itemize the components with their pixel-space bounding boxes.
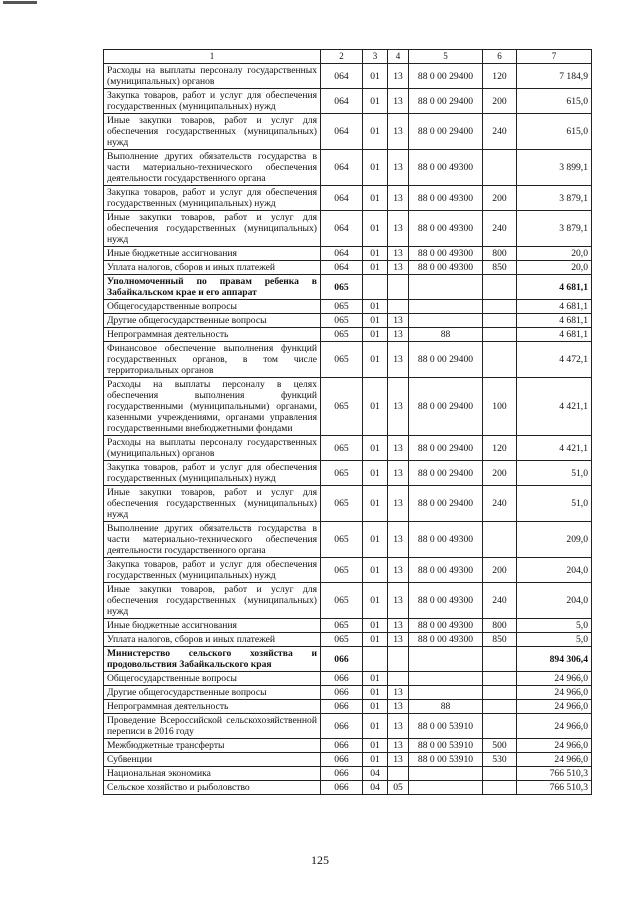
row-name-cell: Проведение Всероссийской сельскохозяйственной переписи в 2016 году <box>104 714 321 739</box>
subsection-code-cell <box>388 647 409 672</box>
header-row <box>104 50 592 64</box>
ministry-code-cell: 065 <box>321 342 363 378</box>
ministry-code-cell: 065 <box>321 486 363 522</box>
expense-type-cell <box>483 300 517 314</box>
subsection-code-cell: 13 <box>388 64 409 89</box>
table-row <box>104 328 592 342</box>
subsection-code-cell: 13 <box>388 89 409 114</box>
row-name-cell: Другие общегосударственные вопросы <box>104 314 321 328</box>
table-row <box>104 647 592 672</box>
target-article-cell: 88 0 00 49300 <box>409 211 483 247</box>
amount-cell: 51,0 <box>517 461 592 486</box>
target-article-cell: 88 0 00 29400 <box>409 64 483 89</box>
section-code-cell: 01 <box>363 300 388 314</box>
row-name-cell: Общегосударственные вопросы <box>104 672 321 686</box>
subsection-code-cell: 13 <box>388 686 409 700</box>
expense-type-cell <box>483 150 517 186</box>
expense-type-cell: 200 <box>483 186 517 211</box>
amount-cell: 51,0 <box>517 486 592 522</box>
header-cell: 2 <box>321 50 363 64</box>
row-name-cell: Иные бюджетные ассигнования <box>104 619 321 633</box>
expense-type-cell <box>483 714 517 739</box>
ministry-code-cell: 065 <box>321 275 363 300</box>
expense-type-cell <box>483 275 517 300</box>
row-name-cell: Уполномоченный по правам ребенка в Забайкальском крае и его аппарат <box>104 275 321 300</box>
row-name-cell: Иные закупки товаров, работ и услуг для обеспечения государственных (муниципальных) нужд <box>104 114 321 150</box>
ministry-code-cell: 064 <box>321 114 363 150</box>
target-article-cell: 88 0 00 29400 <box>409 89 483 114</box>
row-name-cell: Национальная экономика <box>104 767 321 781</box>
amount-cell: 24 966,0 <box>517 700 592 714</box>
table-row <box>104 275 592 300</box>
amount-cell: 3 899,1 <box>517 150 592 186</box>
table-row <box>104 436 592 461</box>
amount-cell: 766 510,3 <box>517 781 592 795</box>
amount-cell: 615,0 <box>517 89 592 114</box>
amount-cell: 766 510,3 <box>517 767 592 781</box>
header-cell: 1 <box>104 50 321 64</box>
section-code-cell: 01 <box>363 64 388 89</box>
amount-cell: 204,0 <box>517 583 592 619</box>
header-cell: 3 <box>363 50 388 64</box>
amount-cell: 4 681,1 <box>517 300 592 314</box>
section-code-cell: 01 <box>363 686 388 700</box>
subsection-code-cell: 13 <box>388 436 409 461</box>
row-name-cell: Сельское хозяйство и рыболовство <box>104 781 321 795</box>
expense-type-cell: 800 <box>483 619 517 633</box>
table-row <box>104 486 592 522</box>
expense-type-cell: 850 <box>483 261 517 275</box>
table-row <box>104 633 592 647</box>
expense-type-cell <box>483 700 517 714</box>
expense-type-cell: 240 <box>483 583 517 619</box>
expense-type-cell: 120 <box>483 436 517 461</box>
table-row <box>104 619 592 633</box>
target-article-cell: 88 <box>409 328 483 342</box>
section-code-cell: 01 <box>363 150 388 186</box>
subsection-code-cell: 13 <box>388 753 409 767</box>
target-article-cell <box>409 300 483 314</box>
section-code-cell: 01 <box>363 186 388 211</box>
target-article-cell: 88 0 00 53910 <box>409 714 483 739</box>
ministry-code-cell: 066 <box>321 767 363 781</box>
subsection-code-cell: 13 <box>388 186 409 211</box>
subsection-code-cell: 13 <box>388 378 409 436</box>
table-row <box>104 114 592 150</box>
ministry-code-cell: 064 <box>321 211 363 247</box>
subsection-code-cell: 13 <box>388 261 409 275</box>
table-row <box>104 211 592 247</box>
table-row <box>104 89 592 114</box>
header-cell: 6 <box>483 50 517 64</box>
subsection-code-cell <box>388 672 409 686</box>
subsection-code-cell: 13 <box>388 328 409 342</box>
row-name-cell: Непрограммная деятельность <box>104 328 321 342</box>
table-row <box>104 767 592 781</box>
ministry-code-cell: 066 <box>321 672 363 686</box>
amount-cell: 4 421,1 <box>517 436 592 461</box>
row-name-cell: Финансовое обеспечение выполнения функций государственных органов, в том числе территориальных органов <box>104 342 321 378</box>
row-name-cell: Другие общегосударственные вопросы <box>104 686 321 700</box>
expense-type-cell: 100 <box>483 378 517 436</box>
section-code-cell: 01 <box>363 753 388 767</box>
section-code-cell: 01 <box>363 261 388 275</box>
table-row <box>104 150 592 186</box>
expense-type-cell <box>483 522 517 558</box>
expense-type-cell <box>483 781 517 795</box>
table-row <box>104 342 592 378</box>
subsection-code-cell: 13 <box>388 342 409 378</box>
subsection-code-cell: 13 <box>388 314 409 328</box>
ministry-code-cell: 064 <box>321 247 363 261</box>
target-article-cell: 88 0 00 49300 <box>409 558 483 583</box>
budget-table <box>103 49 592 795</box>
header-cell: 4 <box>388 50 409 64</box>
target-article-cell: 88 0 00 49300 <box>409 247 483 261</box>
target-article-cell: 88 0 00 29400 <box>409 378 483 436</box>
amount-cell: 204,0 <box>517 558 592 583</box>
section-code-cell: 01 <box>363 633 388 647</box>
amount-cell: 24 966,0 <box>517 672 592 686</box>
expense-type-cell <box>483 647 517 672</box>
row-name-cell: Межбюджетные трансферты <box>104 739 321 753</box>
expense-type-cell <box>483 672 517 686</box>
table-row <box>104 522 592 558</box>
target-article-cell: 88 0 00 49300 <box>409 522 483 558</box>
section-code-cell: 04 <box>363 767 388 781</box>
ministry-code-cell: 065 <box>321 314 363 328</box>
amount-cell: 5,0 <box>517 619 592 633</box>
target-article-cell: 88 0 00 49300 <box>409 619 483 633</box>
amount-cell: 24 966,0 <box>517 714 592 739</box>
ministry-code-cell: 064 <box>321 261 363 275</box>
subsection-code-cell: 13 <box>388 739 409 753</box>
subsection-code-cell: 13 <box>388 211 409 247</box>
amount-cell: 3 879,1 <box>517 186 592 211</box>
ministry-code-cell: 064 <box>321 150 363 186</box>
table-row <box>104 700 592 714</box>
expense-type-cell: 240 <box>483 486 517 522</box>
table-row <box>104 186 592 211</box>
subsection-code-cell: 13 <box>388 150 409 186</box>
amount-cell: 24 966,0 <box>517 686 592 700</box>
table-row <box>104 461 592 486</box>
expense-type-cell <box>483 767 517 781</box>
table-row <box>104 378 592 436</box>
expense-type-cell: 120 <box>483 64 517 89</box>
header-cell: 5 <box>409 50 483 64</box>
target-article-cell: 88 0 00 29400 <box>409 342 483 378</box>
amount-cell: 24 966,0 <box>517 753 592 767</box>
section-code-cell: 01 <box>363 247 388 261</box>
section-code-cell: 01 <box>363 436 388 461</box>
subsection-code-cell: 13 <box>388 619 409 633</box>
expense-type-cell: 240 <box>483 211 517 247</box>
row-name-cell: Иные бюджетные ассигнования <box>104 247 321 261</box>
amount-cell: 24 966,0 <box>517 739 592 753</box>
corner-mark <box>3 1 37 4</box>
target-article-cell <box>409 767 483 781</box>
ministry-code-cell: 065 <box>321 522 363 558</box>
ministry-code-cell: 065 <box>321 378 363 436</box>
section-code-cell: 01 <box>363 522 388 558</box>
amount-cell: 4 681,1 <box>517 328 592 342</box>
section-code-cell: 01 <box>363 486 388 522</box>
ministry-code-cell: 065 <box>321 300 363 314</box>
section-code-cell: 01 <box>363 619 388 633</box>
row-name-cell: Уплата налогов, сборов и иных платежей <box>104 261 321 275</box>
row-name-cell: Уплата налогов, сборов и иных платежей <box>104 633 321 647</box>
ministry-code-cell: 066 <box>321 753 363 767</box>
target-article-cell: 88 0 00 53910 <box>409 753 483 767</box>
subsection-code-cell: 13 <box>388 486 409 522</box>
row-name-cell: Расходы на выплаты персоналу государственных (муниципальных) органов <box>104 436 321 461</box>
amount-cell: 4 681,1 <box>517 314 592 328</box>
amount-cell: 209,0 <box>517 522 592 558</box>
target-article-cell <box>409 781 483 795</box>
expense-type-cell <box>483 328 517 342</box>
subsection-code-cell: 13 <box>388 114 409 150</box>
target-article-cell: 88 0 00 29400 <box>409 436 483 461</box>
subsection-code-cell: 13 <box>388 583 409 619</box>
subsection-code-cell: 13 <box>388 633 409 647</box>
section-code-cell: 01 <box>363 342 388 378</box>
row-name-cell: Субвенции <box>104 753 321 767</box>
row-name-cell: Общегосударственные вопросы <box>104 300 321 314</box>
ministry-code-cell: 064 <box>321 186 363 211</box>
row-name-cell: Расходы на выплаты персоналу государственных (муниципальных) органов <box>104 64 321 89</box>
target-article-cell <box>409 647 483 672</box>
amount-cell: 20,0 <box>517 247 592 261</box>
expense-type-cell: 530 <box>483 753 517 767</box>
expense-type-cell: 200 <box>483 558 517 583</box>
ministry-code-cell: 066 <box>321 700 363 714</box>
table-row <box>104 300 592 314</box>
ministry-code-cell: 065 <box>321 436 363 461</box>
row-name-cell: Иные закупки товаров, работ и услуг для обеспечения государственных (муниципальных) нужд <box>104 211 321 247</box>
target-article-cell: 88 0 00 49300 <box>409 583 483 619</box>
section-code-cell: 01 <box>363 583 388 619</box>
table-row <box>104 583 592 619</box>
ministry-code-cell: 064 <box>321 64 363 89</box>
section-code-cell: 01 <box>363 672 388 686</box>
table-row <box>104 314 592 328</box>
target-article-cell <box>409 686 483 700</box>
subsection-code-cell: 13 <box>388 247 409 261</box>
subsection-code-cell <box>388 300 409 314</box>
amount-cell: 20,0 <box>517 261 592 275</box>
section-code-cell: 04 <box>363 781 388 795</box>
target-article-cell: 88 0 00 29400 <box>409 114 483 150</box>
row-name-cell: Закупка товаров, работ и услуг для обеспечения государственных (муниципальных) нужд <box>104 461 321 486</box>
expense-type-cell <box>483 314 517 328</box>
target-article-cell: 88 0 00 49300 <box>409 633 483 647</box>
subsection-code-cell: 05 <box>388 781 409 795</box>
ministry-code-cell: 065 <box>321 583 363 619</box>
subsection-code-cell: 13 <box>388 522 409 558</box>
ministry-code-cell: 065 <box>321 461 363 486</box>
ministry-code-cell: 066 <box>321 714 363 739</box>
amount-cell: 894 306,4 <box>517 647 592 672</box>
row-name-cell: Непрограммная деятельность <box>104 700 321 714</box>
amount-cell: 4 472,1 <box>517 342 592 378</box>
ministry-code-cell: 066 <box>321 686 363 700</box>
table-row <box>104 781 592 795</box>
target-article-cell <box>409 275 483 300</box>
section-code-cell: 01 <box>363 714 388 739</box>
amount-cell: 7 184,9 <box>517 64 592 89</box>
expense-type-cell: 500 <box>483 739 517 753</box>
section-code-cell: 01 <box>363 461 388 486</box>
header-cell: 7 <box>517 50 592 64</box>
expense-type-cell: 800 <box>483 247 517 261</box>
table-row <box>104 558 592 583</box>
section-code-cell: 01 <box>363 114 388 150</box>
table-row <box>104 714 592 739</box>
amount-cell: 5,0 <box>517 633 592 647</box>
section-code-cell: 01 <box>363 700 388 714</box>
target-article-cell: 88 <box>409 700 483 714</box>
row-name-cell: Иные закупки товаров, работ и услуг для обеспечения государственных (муниципальных) нужд <box>104 583 321 619</box>
amount-cell: 615,0 <box>517 114 592 150</box>
target-article-cell <box>409 314 483 328</box>
section-code-cell: 01 <box>363 739 388 753</box>
ministry-code-cell: 064 <box>321 89 363 114</box>
ministry-code-cell: 065 <box>321 633 363 647</box>
section-code-cell <box>363 647 388 672</box>
subsection-code-cell <box>388 275 409 300</box>
amount-cell: 3 879,1 <box>517 211 592 247</box>
subsection-code-cell: 13 <box>388 461 409 486</box>
row-name-cell: Закупка товаров, работ и услуг для обеспечения государственных (муниципальных) нужд <box>104 89 321 114</box>
expense-type-cell <box>483 686 517 700</box>
subsection-code-cell <box>388 767 409 781</box>
subsection-code-cell: 13 <box>388 558 409 583</box>
section-code-cell: 01 <box>363 558 388 583</box>
subsection-code-cell: 13 <box>388 714 409 739</box>
table-row <box>104 672 592 686</box>
table-row <box>104 247 592 261</box>
amount-cell: 4 681,1 <box>517 275 592 300</box>
page-number: 125 <box>311 853 329 867</box>
section-code-cell: 01 <box>363 211 388 247</box>
ministry-code-cell: 066 <box>321 739 363 753</box>
target-article-cell: 88 0 00 29400 <box>409 486 483 522</box>
section-code-cell <box>363 275 388 300</box>
section-code-cell: 01 <box>363 314 388 328</box>
expense-type-cell: 850 <box>483 633 517 647</box>
row-name-cell: Выполнение других обязательств государства в части материально-технического обеспечения деятельности государственного органа <box>104 522 321 558</box>
section-code-cell: 01 <box>363 328 388 342</box>
table-row <box>104 739 592 753</box>
row-name-cell: Закупка товаров, работ и услуг для обеспечения государственных (муниципальных) нужд <box>104 558 321 583</box>
table-row <box>104 686 592 700</box>
target-article-cell: 88 0 00 49300 <box>409 150 483 186</box>
table-row <box>104 753 592 767</box>
expense-type-cell: 200 <box>483 461 517 486</box>
expense-type-cell: 240 <box>483 114 517 150</box>
target-article-cell: 88 0 00 49300 <box>409 186 483 211</box>
expense-type-cell <box>483 342 517 378</box>
row-name-cell: Закупка товаров, работ и услуг для обеспечения государственных (муниципальных) нужд <box>104 186 321 211</box>
ministry-code-cell: 066 <box>321 781 363 795</box>
target-article-cell: 88 0 00 53910 <box>409 739 483 753</box>
row-name-cell: Выполнение других обязательств государства в части материально-технического обеспечения деятельности государственного органа <box>104 150 321 186</box>
table-row <box>104 64 592 89</box>
row-name-cell: Расходы на выплаты персоналу в целях обеспечения выполнения функций государственными (муниципальными) органами, казенными учреждениями, органами управления государственными внебюджетными фондами <box>104 378 321 436</box>
ministry-code-cell: 065 <box>321 558 363 583</box>
row-name-cell: Иные закупки товаров, работ и услуг для обеспечения государственных (муниципальных) нужд <box>104 486 321 522</box>
target-article-cell: 88 0 00 29400 <box>409 461 483 486</box>
subsection-code-cell: 13 <box>388 700 409 714</box>
target-article-cell <box>409 672 483 686</box>
section-code-cell: 01 <box>363 89 388 114</box>
amount-cell: 4 421,1 <box>517 378 592 436</box>
ministry-code-cell: 066 <box>321 647 363 672</box>
ministry-code-cell: 065 <box>321 328 363 342</box>
row-name-cell: Министерство сельского хозяйства и продовольствия Забайкальского края <box>104 647 321 672</box>
ministry-code-cell: 065 <box>321 619 363 633</box>
expense-type-cell: 200 <box>483 89 517 114</box>
table-row <box>104 261 592 275</box>
section-code-cell: 01 <box>363 378 388 436</box>
target-article-cell: 88 0 00 49300 <box>409 261 483 275</box>
